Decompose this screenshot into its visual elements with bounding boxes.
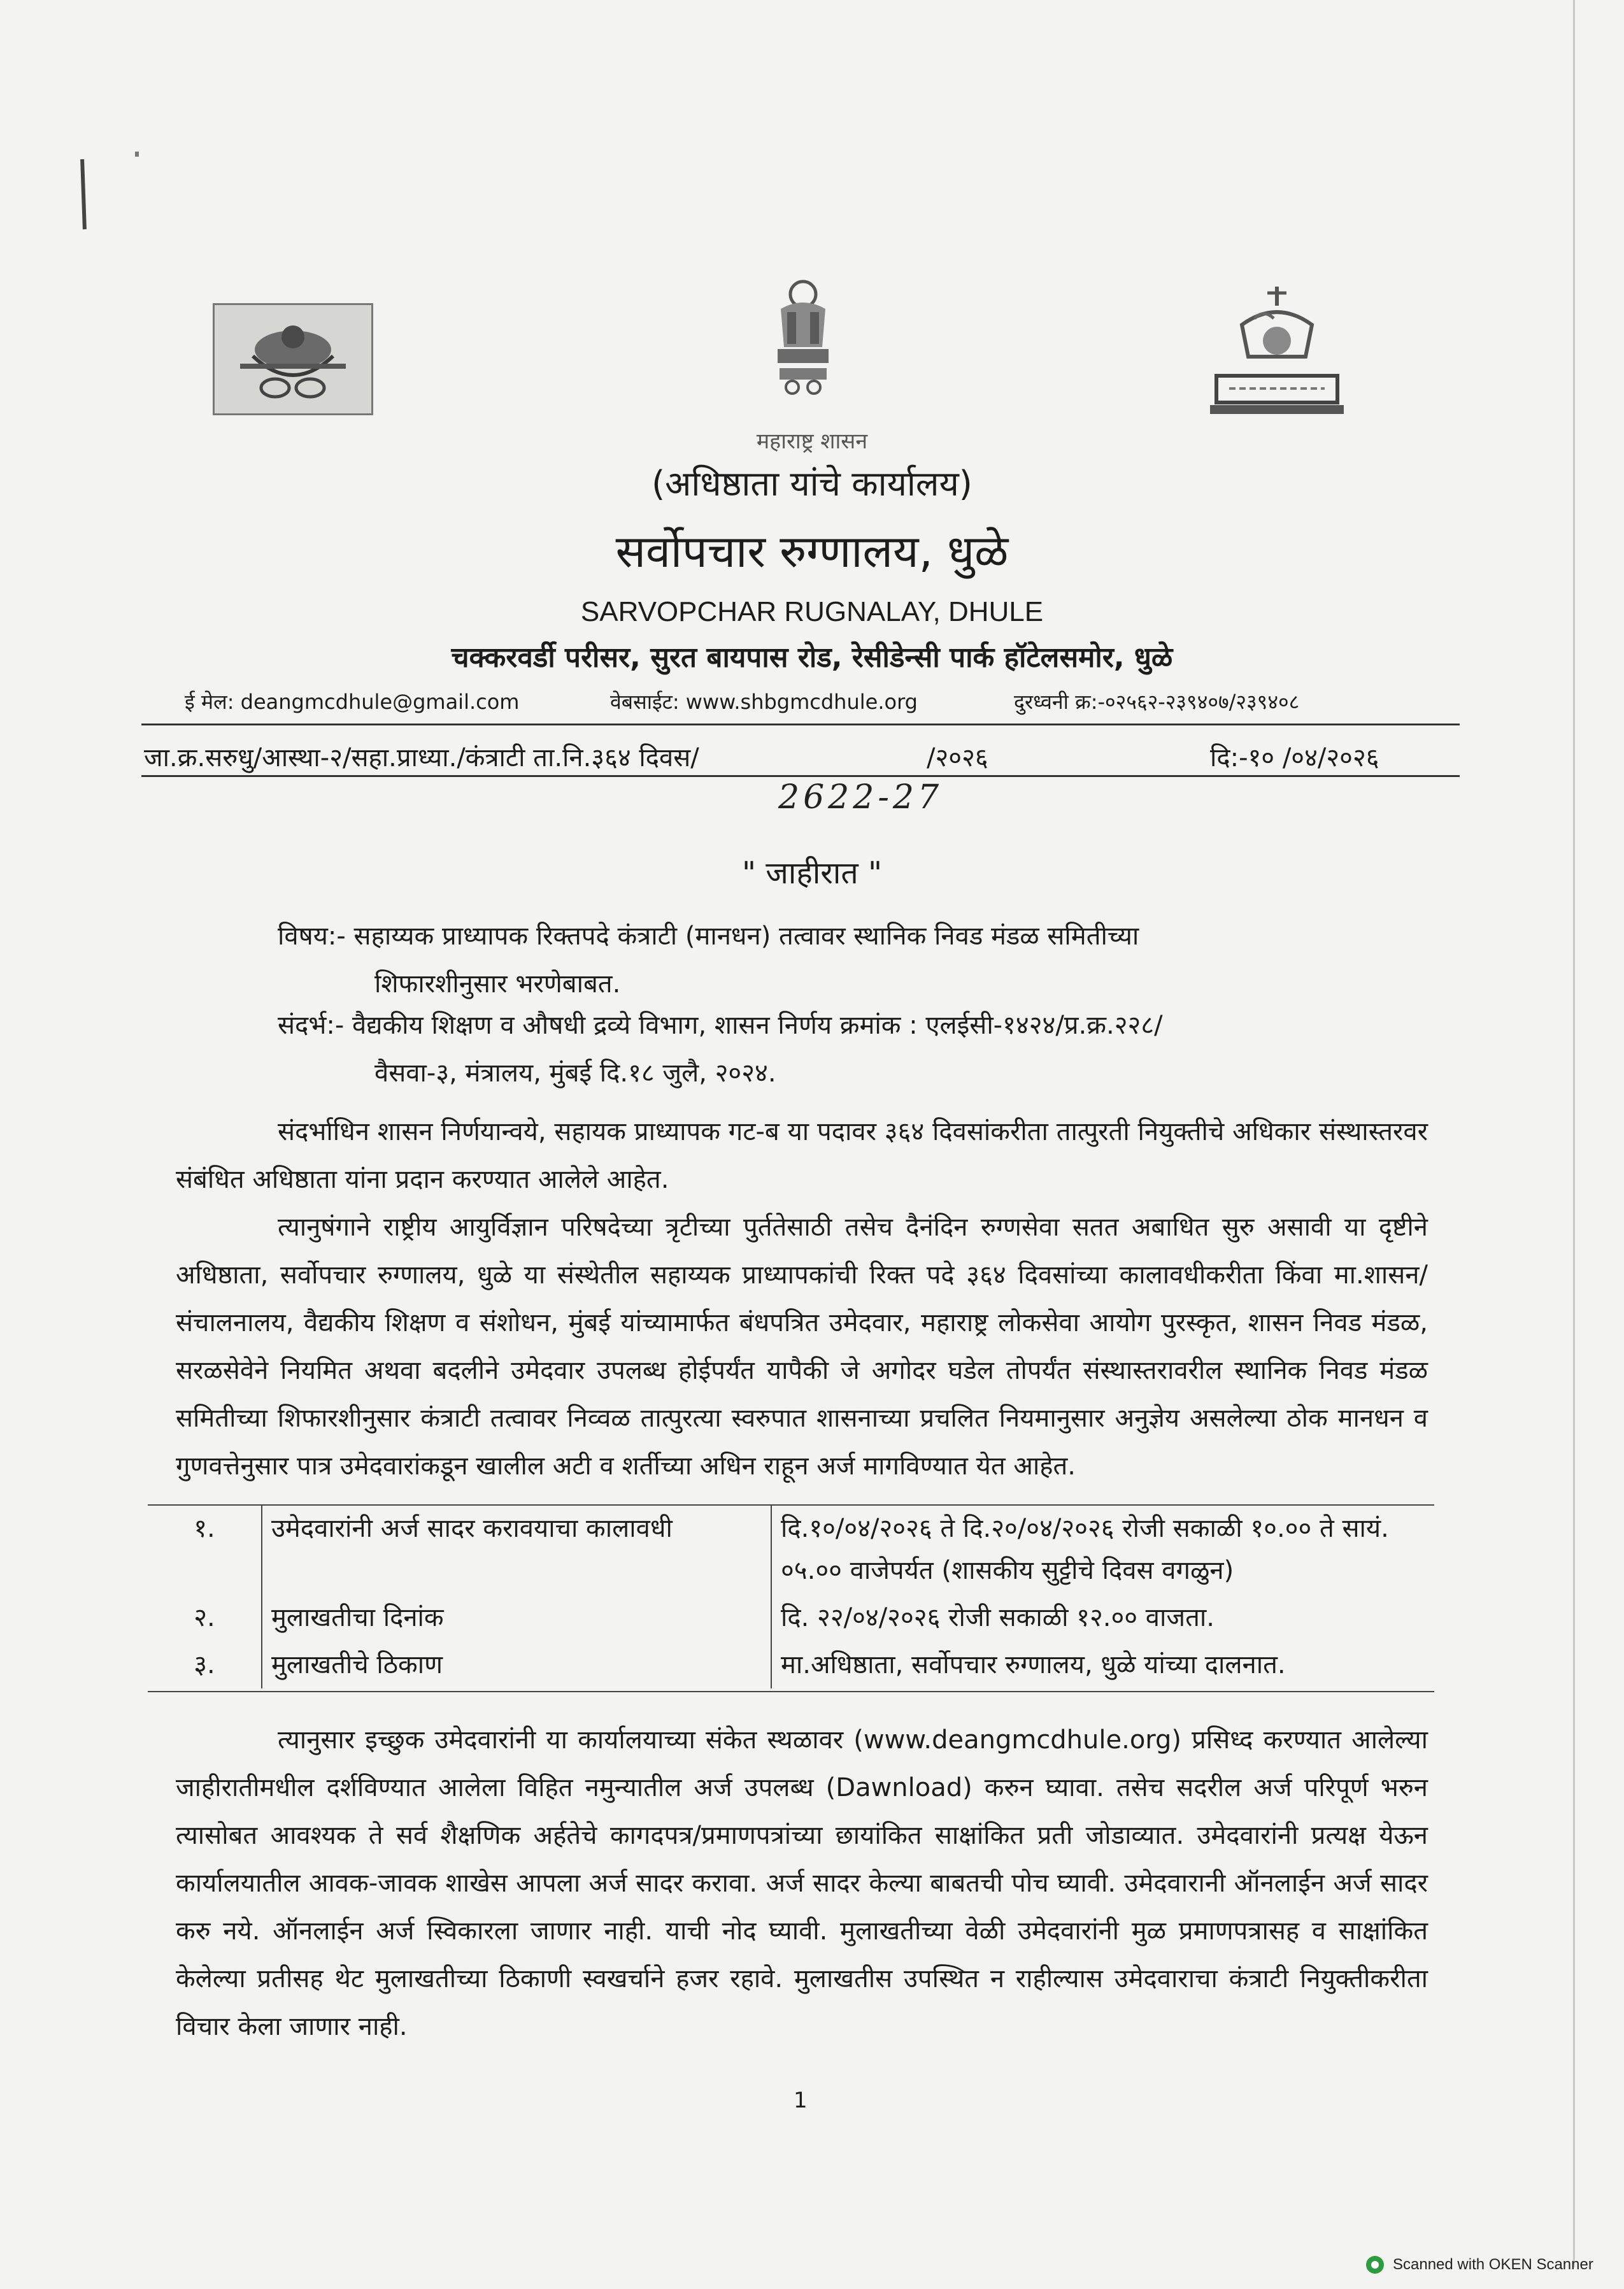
row-item: मुलाखतीचा दिनांक — [262, 1594, 771, 1641]
schedule-table — [148, 1505, 1434, 1688]
reference-date: दि:-१० /०४/२०२६ — [1210, 743, 1379, 773]
row-detail: दि. २२/०४/२०२६ रोजी सकाळी १२.०० वाजता. — [771, 1594, 1434, 1641]
hospital-name-marathi: सर्वोपचार रुग्णालय, धुळे — [615, 525, 1009, 578]
reference-year: /२०२६ — [927, 743, 988, 773]
institution-emblem-icon — [213, 303, 373, 415]
pen-mark — [80, 159, 87, 229]
reference-number: जा.क्र.सरुधु/आस्था-२/सहा.प्राध्या./कंत्राटी ता.नि.३६४ दिवस/ — [144, 743, 699, 773]
hospital-address: चक्करवर्डी परीसर, सुरत बायपास रोड, रेसीडेन्सी पार्क हॉटेलसमोर, धुळे — [451, 641, 1173, 674]
website-line: वेबसाईट: www.shbgmcdhule.org — [610, 690, 918, 714]
row-detail: मा.अधिष्ठाता, सर्वोपचार रुग्णालय, धुळे यांच्या दालनात. — [771, 1641, 1434, 1688]
body-paragraph-3: त्यानुसार इच्छुक उमेदवारांनी या कार्यालयाच्या संकेत स्थळावर (www.deangmcdhule.org) प्रसिध्द करण्यात आलेल्या जाहीरातीमधील दर्शविण्यात आलेला विहित नमुन्यातील अर्ज उपलब्ध (Dawnload) करुन घ्यावा. तसेच सदरील अर्ज परिपूर्ण भरुन त्यासोबत आवश्यक ते सर्व शैक्षणिक अर्हतेचे कागदपत्र/प्रमाणपत्रांच्या छायांकित साक्षांकित प्रती जोडाव्यात. उमेदवारांनी प्रत्यक्ष येऊन कार्यालयातील आवक-जावक शाखेस आपला अर्ज सादर करावा. अर्ज सादर केल्या बाबतची पोच घ्यावी. उमेदवारानी ऑनलाईन अर्ज सादर करु नये. ऑनलाईन अर्ज स्विकारला जाणार नाही. याची नोद घ्यावी. मुलाखतीच्या वेळी उमेदवारांनी मुळ प्रमाणपत्रासह व साक्षांकित केलेल्या प्रतीसह थेट मुलाखतीच्या ठिकाणी स्वखर्चाने हजर रहावे. मुलाखतीस उपस्थित न राहील्यास उमेदवाराचा कंत्राटी नियुक्तीकरीता विचार केला जाणार नाही. — [176, 1725, 1428, 2041]
header-rule-bottom — [141, 775, 1460, 777]
schedule-rule-bottom — [148, 1691, 1434, 1692]
row-number: २. — [194, 1603, 215, 1632]
government-line: महाराष्ट्र शासन — [756, 429, 868, 454]
table-row — [148, 1641, 1434, 1688]
row-number: १. — [194, 1514, 215, 1543]
table-row — [148, 1594, 1434, 1641]
row-number: ३. — [194, 1650, 215, 1679]
header-rule-top — [141, 724, 1460, 725]
reference-line-1: संदर्भ:- वैद्यकीय शिक्षण व औषधी द्रव्ये विभाग, शासन निर्णय क्रमांक : एलईसी-१४२४/प्र.क्र.२२८/ — [278, 1011, 1163, 1040]
notice-heading: " जाहीरात " — [741, 855, 883, 891]
body-paragraph-1: संदर्भाधिन शासन निर्णयान्वये, सहायक प्राध्यापक गट-ब या पदावर ३६४ दिवसांकरीता तात्पुरती नियुक्तीचे अधिकार संस्थास्तरवर संबंधित अधिष्ठाता यांना प्रदान करण्यात आलेले आहेत. — [176, 1117, 1428, 1194]
scanner-logo-icon — [1366, 2256, 1384, 2274]
maharashtra-seal-icon — [1204, 280, 1350, 424]
office-title: (अधिष्ठाता यांचे कार्यालय) — [652, 464, 972, 504]
page-number: 1 — [794, 2088, 808, 2113]
table-row — [148, 1505, 1434, 1594]
email-line: ई मेल: deangmcdhule@gmail.com — [185, 690, 520, 714]
subject-line-2: शिफारशीनुसार भरणेबाबत. — [374, 969, 621, 999]
row-detail: दि.१०/०४/२०२६ ते दि.२०/०४/२०२६ रोजी सकाळी १०.०० ते सायं. ०५.०० वाजेपर्यत (शासकीय सुट्टीचे दिवस वगळुन) — [771, 1505, 1434, 1594]
hospital-name-english: SARVOPCHAR RUGNALAY, DHULE — [580, 596, 1044, 627]
body-paragraph-2: त्यानुषंगाने राष्ट्रीय आयुर्विज्ञान परिषदेच्या त्रृटीच्या पुर्ततेसाठी तसेच दैनंदिन रुग्णसेवा सतत अबाधित सुरु असावी या दृष्टीने अधिष्ठाता, सर्वोपचार रुग्णालय, धुळे या संस्थेतील सहाय्यक प्राध्यापकांची रिक्त पदे ३६४ दिवसांच्या कालावधीकरीता किंवा मा.शासन/संचालनालय, वैद्यकीय शिक्षण व संशोधन, मुंबई यांच्यामार्फत बंधपत्रित उमेदवार, महाराष्ट्र लोकसेवा आयोग पुरस्कृत, शासन निवड मंडळ, सरळसेवेने नियमित अथवा बदलीने उमेदवार उपलब्ध होईपर्यंत यापैकी जे अगोदर घडेल तोपर्यंत संस्थास्तरावरील स्थानिक निवड मंडळ समितीच्या शिफारशीनुसार कंत्राटी तत्वावर निव्वळ तात्पुरत्या स्वरुपात शासनाच्या प्रचलित नियमानुसार अनुज्ञेय असलेल्या ठोक मानधन व गुणवत्तेनुसार पात्र उमेदवारांकडून खालील अटी व शर्तीच्या अधिन राहून अर्ज मागविण्यात येत आहेत. — [176, 1213, 1428, 1481]
ashoka-emblem-icon — [755, 274, 851, 401]
row-item: उमेदवारांनी अर्ज सादर करावयाचा कालावधी — [262, 1505, 771, 1594]
phone-line: दुरध्वनी क्र:-०२५६२-२३९४०७/२३९४०८ — [1014, 690, 1300, 714]
pen-dot — [135, 152, 139, 157]
row-item: मुलाखतीचे ठिकाण — [262, 1641, 771, 1688]
subject-line-1: विषय:- सहाय्यक प्राध्यापक रिक्तपदे कंत्राटी (मानधन) तत्वावर स्थानिक निवड मंडळ समितीच्या — [278, 922, 1139, 951]
scanner-badge — [1366, 2256, 1593, 2274]
reference-line-2: वैसवा-३, मंत्रालय, मुंबई दि.१८ जुलै, २०२४. — [374, 1059, 776, 1088]
handwritten-number: 2622-27 — [778, 778, 943, 816]
scanner-badge-text: Scanned with OKEN Scanner — [1393, 2256, 1593, 2273]
scan-edge — [1573, 0, 1575, 2267]
